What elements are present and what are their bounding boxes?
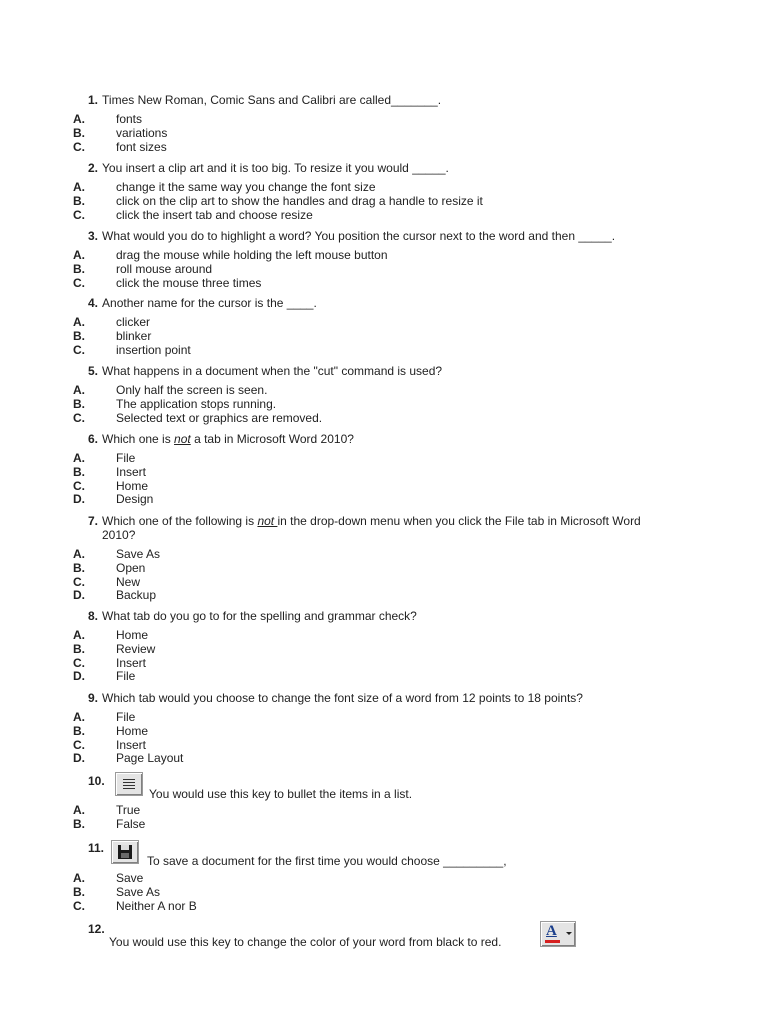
- answer-option: A. True: [73, 803, 141, 817]
- answer-option: B. click on the clip art to show the handles and drag a handle to resize it: [73, 193, 483, 208]
- answer-option: B. variations: [73, 125, 168, 140]
- question-stem: To save a document for the first time you would choose _________,: [147, 854, 507, 868]
- answer-option: C. Insert: [73, 655, 147, 670]
- bullets-icon: [115, 772, 143, 796]
- save-floppy-icon: [111, 840, 139, 864]
- answer-option: C. New: [73, 574, 141, 589]
- question-stem: 4. Another name for the cursor is the ____.: [88, 296, 317, 310]
- question-stem: 5. What happens in a document when the "cut" command is used?: [88, 364, 443, 378]
- answer-option: A. Only half the screen is seen.: [73, 383, 268, 397]
- question-5: [0, 364, 768, 425]
- question-2: [0, 161, 768, 222]
- answer-option: C. Selected text or graphics are removed.: [73, 410, 323, 425]
- question-10: 10. You would use this key to bullet the items in a list. A. True B. False: [0, 772, 768, 832]
- answer-option: B. The application stops running.: [73, 396, 277, 411]
- answer-option: B. roll mouse around: [73, 261, 213, 276]
- answer-option: C. Insert: [73, 737, 147, 752]
- question-8: [0, 609, 768, 684]
- question-stem: You would use this key to change the color of your word from black to red.: [109, 935, 502, 949]
- font-color-icon: A: [540, 921, 576, 947]
- question-3: [0, 229, 768, 290]
- answer-option: C. Home: [73, 478, 149, 493]
- answer-option: A. clicker: [73, 315, 151, 329]
- answer-option: C. font sizes: [73, 139, 167, 154]
- question-11: 11. To save a document for the first time you would choose _________, A. Save B. Save As C. Neither A nor B: [0, 840, 768, 913]
- question-stem: 6. Which one is not a tab in Microsoft Word 2010?: [88, 432, 354, 446]
- answer-option: C. click the insert tab and choose resize: [73, 207, 313, 222]
- question-6: [0, 432, 768, 507]
- answer-option: A. drag the mouse while holding the left mouse button: [73, 248, 388, 262]
- answer-option: B. Insert: [73, 464, 147, 479]
- answer-option: D. File: [73, 669, 136, 684]
- question-stem: 1. Times New Roman, Comic Sans and Calibri are called_______.: [88, 93, 442, 107]
- question-9: [0, 691, 768, 766]
- question-stem: 3. What would you do to highlight a word? You position the cursor next to the word and then _____.: [88, 229, 616, 243]
- answer-option: D. Page Layout: [73, 751, 184, 766]
- answer-option: A. File: [73, 451, 136, 465]
- question-7: [0, 514, 768, 603]
- answer-option: B. Review: [73, 641, 156, 656]
- answer-option: B. blinker: [73, 328, 152, 343]
- answer-option: C. insertion point: [73, 342, 191, 357]
- answer-option: A. fonts: [73, 112, 143, 126]
- answer-option: D. Backup: [73, 588, 157, 603]
- answer-option: C. click the mouse three times: [73, 275, 262, 290]
- answer-option: A. change it the same way you change the font size: [73, 180, 376, 194]
- answer-option: C. Neither A nor B: [73, 898, 197, 913]
- answer-option: A. File: [73, 710, 136, 724]
- question-stem: 9. Which tab would you choose to change the font size of a word from 12 points to 18 points?: [88, 691, 583, 705]
- answer-option: B. Open: [73, 560, 146, 575]
- answer-option: B. Home: [73, 723, 149, 738]
- answer-option: B. Save As: [73, 884, 161, 899]
- answer-option: B. False: [73, 816, 146, 831]
- question-stem: 7. Which one of the following is not in the drop-down menu when you click the File tab in Microsoft Word 2010?: [88, 514, 641, 542]
- answer-option: A. Save: [73, 871, 144, 885]
- answer-option: D. Design: [73, 492, 154, 507]
- question-12: 12. You would use this key to change the color of your word from black to red. A: [0, 920, 768, 950]
- answer-option: A. Save As: [73, 547, 161, 561]
- question-stem: 2. You insert a clip art and it is too big. To resize it you would _____.: [88, 161, 449, 175]
- question-stem: 8. What tab do you go to for the spelling and grammar check?: [88, 609, 417, 623]
- question-1: [0, 93, 768, 154]
- answer-option: A. Home: [73, 628, 149, 642]
- question-4: [0, 296, 768, 357]
- question-stem: You would use this key to bullet the items in a list.: [149, 787, 413, 801]
